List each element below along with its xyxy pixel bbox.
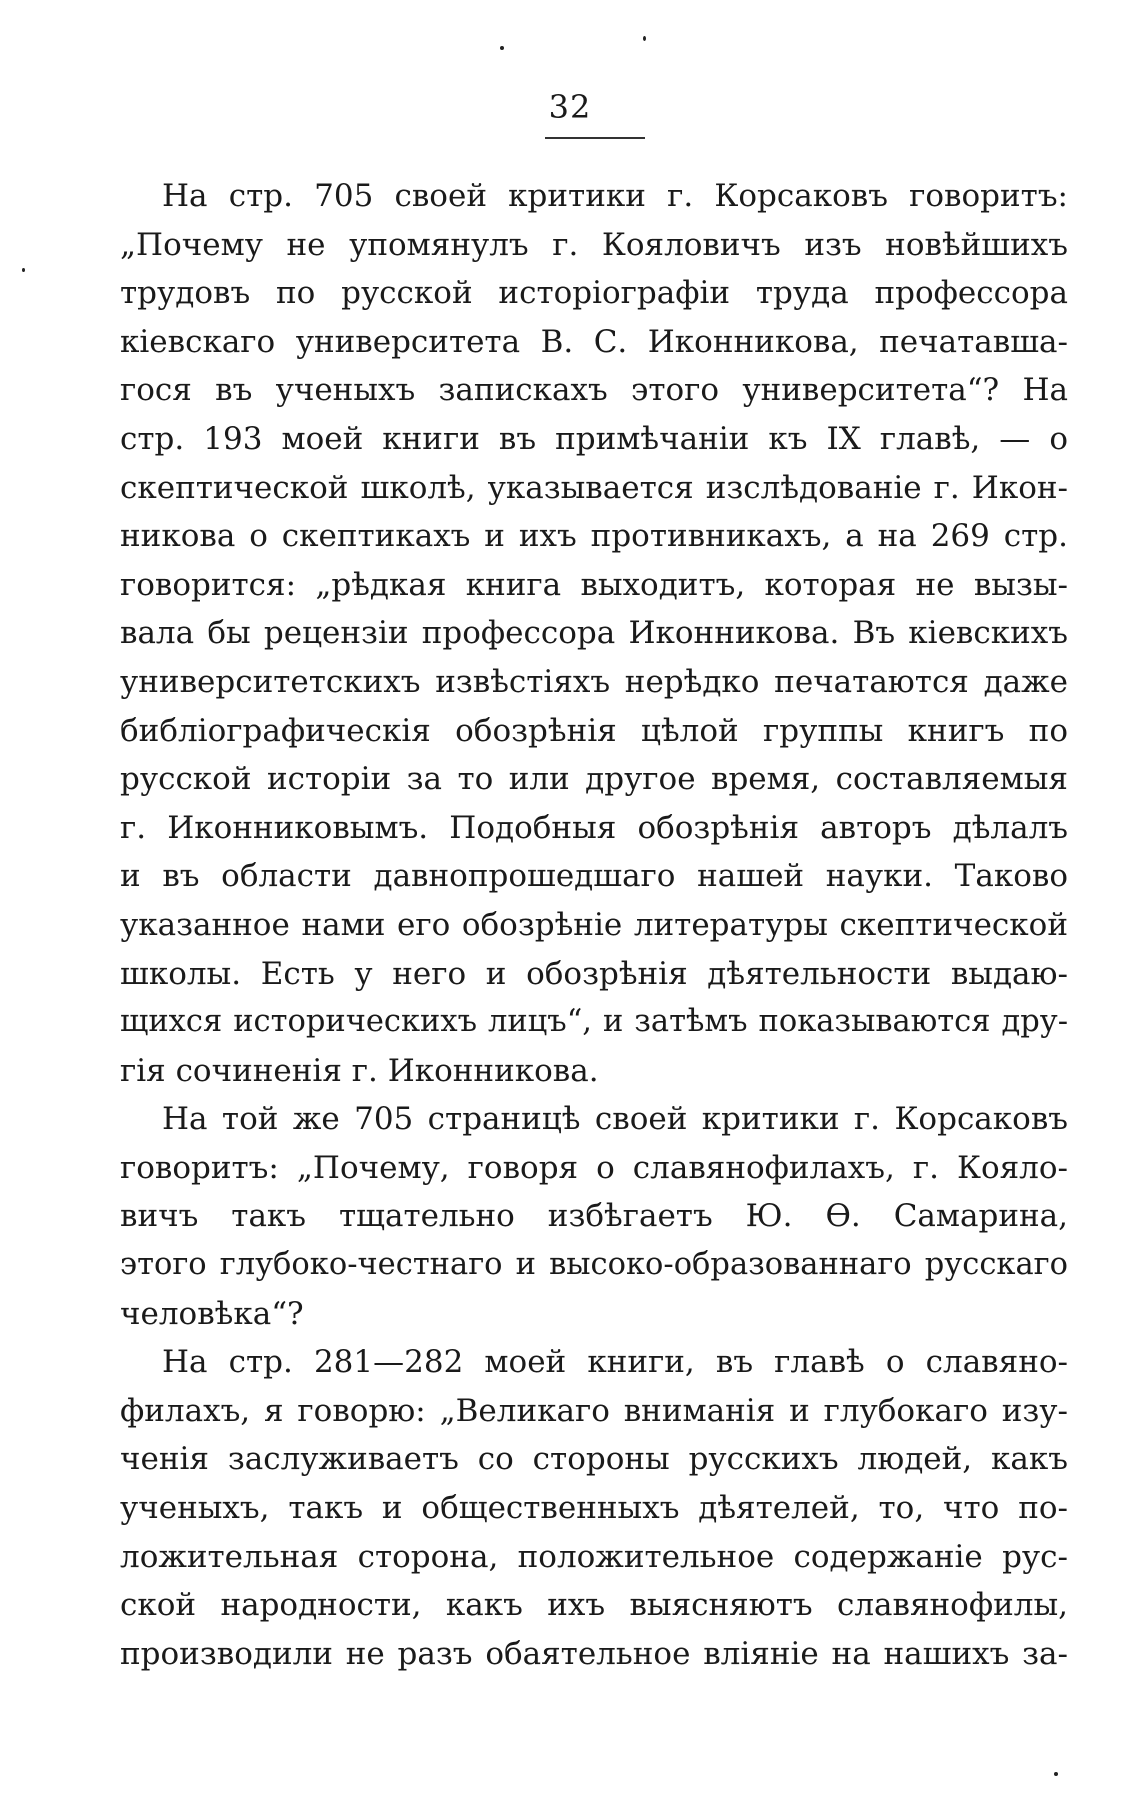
text-line: На стр. 281—282 моей книги, въ главѣ о славяно- <box>162 1344 1068 1381</box>
text-line: университетскихъ извѣстіяхъ нерѣдко печатаются даже <box>120 663 1068 700</box>
text-line: вала бы рецензіи профессора Иконникова. Въ кіевскихъ <box>120 615 1068 652</box>
text-line: указанное нами его обозрѣніе литературы скептической <box>120 906 1068 943</box>
paragraph-2 <box>120 1095 1068 1338</box>
paragraph-3 <box>120 1338 1068 1678</box>
text-line: русской исторіи за то или другое время, составляемыя <box>120 761 1068 798</box>
text-line: филахъ, я говорю: „Великаго вниманія и глубокаго изу- <box>120 1392 1068 1429</box>
text-line: скептической школѣ, указывается изслѣдованіе г. Икон- <box>120 469 1068 506</box>
text-line: и въ области давнопрошедшаго нашей науки. Таково <box>120 858 1068 895</box>
text-line: никова о скептикахъ и ихъ противникахъ, а на 269 стр. <box>120 518 1068 555</box>
text-line: ложительная сторона, положительное содержаніе рус- <box>120 1538 1068 1575</box>
text-line: говорится: „рѣдкая книга выходитъ, которая не вызы- <box>120 566 1068 603</box>
paragraph-1 <box>120 172 1068 1095</box>
text-line: стр. 193 моей книги въ примѣчаніи къ IX главѣ, — о <box>120 420 1068 457</box>
text-line: ской народности, какъ ихъ выясняютъ славянофилы, <box>120 1587 1068 1624</box>
text-line: На той же 705 страницѣ своей критики г. Корсаковъ <box>162 1101 1068 1138</box>
speck-mark <box>500 46 504 50</box>
text-line: На стр. 705 своей критики г. Корсаковъ говоритъ: <box>162 178 1068 214</box>
text-line: производили не разъ обаятельное вліяніе на нашихъ за- <box>120 1635 1068 1672</box>
text-line: щихся историческихъ лицъ“, и затѣмъ показываются дру- <box>120 1004 1068 1040</box>
text-line: г. Иконниковымъ. Подобныя обозрѣнія авторъ дѣлалъ <box>120 809 1068 846</box>
body-text <box>120 172 1068 1678</box>
text-line: кіевскаго университета В. С. Иконникова, печатавша- <box>120 323 1068 360</box>
speck-mark <box>1054 1772 1058 1776</box>
text-line: „Почему не упомянулъ г. Кояловичъ изъ новѣйшихъ <box>120 226 1068 263</box>
text-line: гія сочиненія г. Иконникова. <box>120 1052 599 1089</box>
speck-mark <box>22 268 25 272</box>
text-line: библіографическія обозрѣнія цѣлой группы книгъ по <box>120 712 1068 749</box>
text-line: ученыхъ, такъ и общественныхъ дѣятелей, то, что по- <box>120 1490 1068 1527</box>
text-line: ченія заслуживаетъ со стороны русскихъ людей, какъ <box>120 1441 1068 1478</box>
text-line: трудовъ по русской исторіографіи труда профессора <box>120 275 1068 312</box>
page-number-rule <box>545 137 645 139</box>
text-line: гося въ ученыхъ запискахъ этого университета“? На <box>120 372 1068 409</box>
page-number: 32 <box>548 88 592 126</box>
text-line: этого глубоко-честнаго и высоко-образованнаго русскаго <box>120 1247 1068 1283</box>
text-line: вичъ такъ тщательно избѣгаетъ Ю. Ѳ. Самарина, <box>120 1198 1068 1235</box>
text-line: школы. Есть у него и обозрѣнія дѣятельности выдаю- <box>120 955 1068 992</box>
speck-mark <box>643 36 646 41</box>
text-line: говоритъ: „Почему, говоря о славянофилахъ, г. Кояло- <box>120 1149 1068 1186</box>
text-line: человѣка“? <box>120 1295 304 1332</box>
